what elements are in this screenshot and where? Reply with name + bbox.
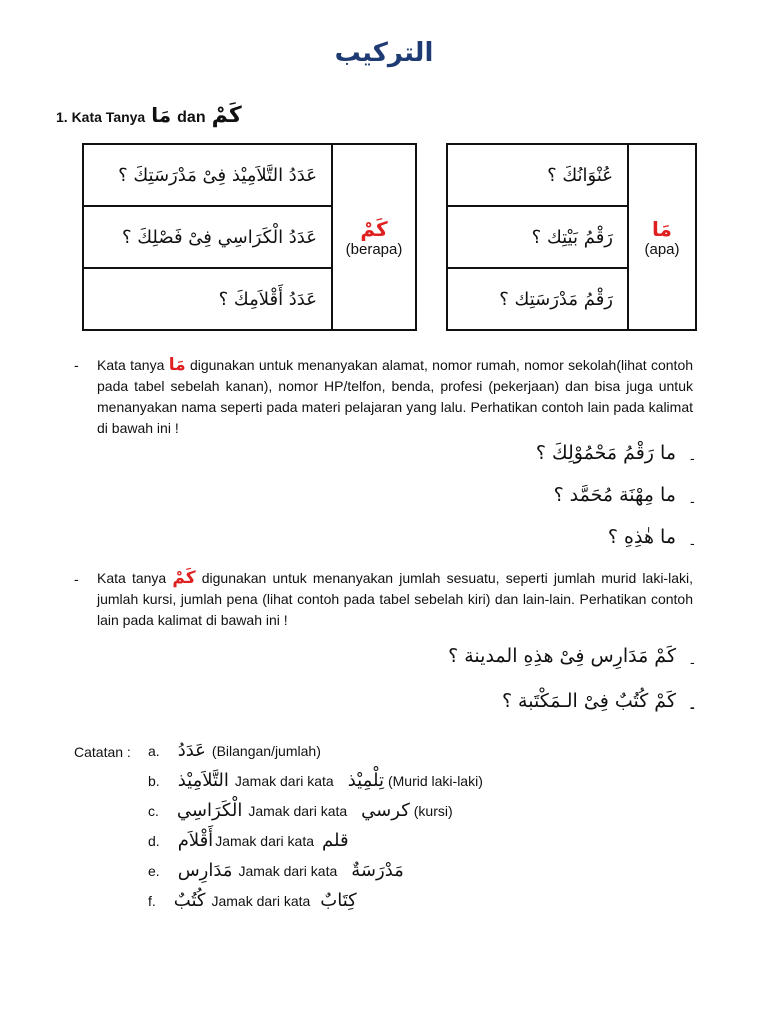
heading-word-ma: مَا <box>151 103 172 127</box>
kam-table <box>82 143 417 331</box>
ma-label-latin: (apa) <box>644 240 680 258</box>
note-e-letter: e. <box>148 863 160 879</box>
para1-before: Kata tanya <box>97 357 165 373</box>
note-e-base: مَدْرَسَةٌ <box>351 860 404 881</box>
ma-row-1: عُنْوَانُكَ ؟ <box>447 144 628 206</box>
para1-word: مَا <box>168 355 186 375</box>
ma-label-cell <box>628 144 696 330</box>
para2-word: كَمْ <box>172 568 196 588</box>
kam-row-1: عَدَدُ التَّلاَمِيْذ فِىْ مَدْرَسَتِكَ ؟ <box>83 144 332 206</box>
note-d-ar: أَقْلاَم <box>177 830 214 851</box>
kam-row-2: عَدَدُ الْكَرَاسِي فِىْ فَصْلِكَ ؟ <box>83 206 332 268</box>
para1-after: digunakan untuk menanyakan alamat, nomor rumah, nomor sekolah(lihat contoh pada tabel sebelah kanan), nomor HP/telfon, benda, profesi (pekerjaan) dan bisa juga untuk menanyakan nama seperti pada materi pelajaran yang lalu. Perhatikan contoh lain pada kalimat di bawah ini ! <box>97 357 694 436</box>
note-b-text: Jamak dari kata <box>234 773 334 789</box>
para1-dash: - <box>74 357 79 373</box>
ma-table <box>446 143 697 331</box>
example-ma-1-dash: - <box>690 450 695 466</box>
example-kam-1: كَمْ مَدَارِس فِىْ هذِهِ المدينة ؟ <box>448 645 676 667</box>
note-e-ar: مَدَارِس <box>177 860 233 881</box>
note-b-meaning: (Murid laki-laki) <box>387 773 483 789</box>
para2-dash: - <box>74 571 79 587</box>
para2-before: Kata tanya <box>97 570 167 586</box>
example-kam-2-dash: - <box>690 699 695 715</box>
kam-label-latin: (berapa) <box>345 240 403 258</box>
note-f <box>148 890 361 911</box>
note-a-ar: عَدَدُ <box>177 740 206 761</box>
note-f-ar: كُتُبٌ <box>173 890 206 911</box>
para1 <box>97 355 693 439</box>
note-b-ar: التَّلاَمِيْذ <box>177 770 229 791</box>
note-d-text: Jamak dari kata <box>215 833 315 849</box>
note-e-text: Jamak dari kata <box>238 863 338 879</box>
para2 <box>97 568 693 631</box>
kam-row-3: عَدَدُ أَقْلاَمِكَ ؟ <box>83 268 332 330</box>
heading-dan: dan <box>177 109 206 126</box>
kam-label-cell <box>332 144 416 330</box>
note-f-letter: f. <box>148 893 156 909</box>
note-e <box>148 860 408 881</box>
kam-label-ar: كَمْ <box>360 216 388 241</box>
note-a-letter: a. <box>148 743 160 759</box>
note-c <box>148 800 453 821</box>
note-c-meaning: (kursi) <box>413 803 453 819</box>
example-ma-2: ما مِهْنَة مُحَمَّد ؟ <box>553 484 676 506</box>
note-d <box>148 830 353 851</box>
example-ma-2-dash: - <box>690 493 695 509</box>
note-d-letter: d. <box>148 833 160 849</box>
heading-number-label: 1. Kata Tanya <box>56 109 146 125</box>
example-kam-1-dash: - <box>690 654 695 670</box>
ma-row-3: رَقْمُ مَدْرَسَتِك ؟ <box>447 268 628 330</box>
example-kam-2: كَمْ كُتُبٌ فِىْ الـمَكْتَبة ؟ <box>501 690 676 712</box>
heading-word-kam: كَمْ <box>211 103 242 128</box>
note-c-base: كرسي <box>361 800 410 821</box>
note-b-base: تِلْمِيْذ <box>347 770 384 791</box>
note-f-text: Jamak dari kata <box>211 893 311 909</box>
example-ma-3-dash: - <box>690 535 695 551</box>
ma-row-2: رَقْمُ بَيْتِك ؟ <box>447 206 628 268</box>
note-a <box>148 740 321 761</box>
note-b <box>148 770 483 791</box>
note-c-ar: الْكَرَاسِي <box>176 800 243 821</box>
example-ma-1: ما رَقْمُ مَحْمُوْلِكَ ؟ <box>535 442 676 464</box>
para2-after: digunakan untuk menanyakan jumlah sesuatu, seperti jumlah murid laki-laki, jumlah kursi, jumlah pena (lihat contoh pada tabel sebelah kiri) dan lain-lain. Perhatikan contoh lain pada kalimat di bawah ini ! <box>97 570 693 628</box>
ma-label-ar: مَا <box>652 216 672 241</box>
note-b-letter: b. <box>148 773 160 789</box>
note-d-base: قلم <box>322 830 349 851</box>
note-f-base: كِتَابٌ <box>320 890 357 911</box>
notes-label: Catatan : <box>74 744 131 760</box>
note-a-text: (Bilangan/jumlah) <box>211 743 321 759</box>
page-title: التركيب <box>334 38 434 68</box>
note-c-text: Jamak dari kata <box>248 803 348 819</box>
note-c-letter: c. <box>148 803 159 819</box>
section-heading <box>56 103 242 128</box>
example-ma-3: ما هٰذِهِ ؟ <box>607 526 676 548</box>
